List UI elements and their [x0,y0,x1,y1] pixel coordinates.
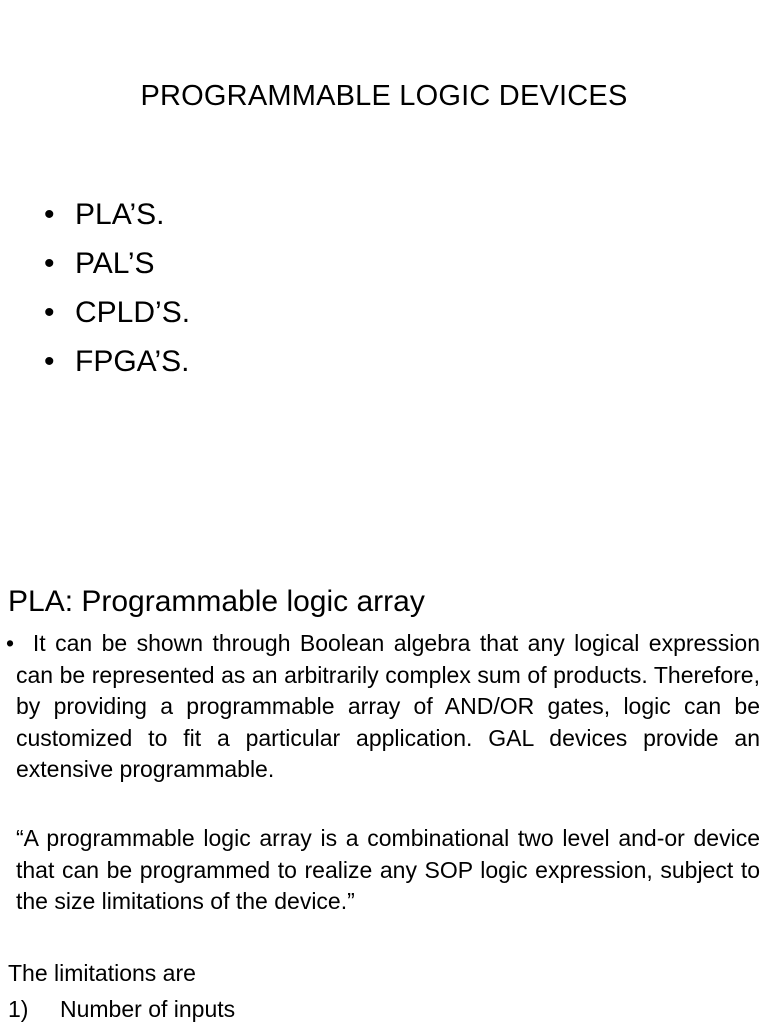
list-item-label: PLA’S. [75,198,165,231]
list-item [44,190,190,239]
list-item [44,239,190,288]
list-item-label: FPGA’S. [75,345,190,378]
bullet-icon: • [44,198,55,231]
list-item-label: CPLD’S. [75,296,191,329]
device-list [44,190,190,386]
section-heading: PLA: Programmable logic array [8,585,425,618]
bullet-icon: • [44,345,55,378]
limitations-list [8,992,235,1026]
bullet-icon: • [44,296,55,329]
limitations-intro: The limitations are [8,960,196,986]
pla-definition-quote: “A programmable logic array is a combinational two level and-or device that can be programmed to realize any SOP logic expression, subject to the size limitations of the device.” [16,825,760,914]
bullet-icon: • [6,630,15,656]
bullet-icon: • [44,247,55,280]
list-item [44,337,190,386]
list-item-number: 1) [8,996,29,1022]
slide-title: PROGRAMMABLE LOGIC DEVICES [140,80,628,112]
list-item-label: PAL’S [75,247,155,280]
list-item-label: Number of inputs [60,996,236,1022]
pla-description-paragraph [6,628,761,786]
list-item [8,992,235,1026]
paragraph-text: It can be shown through Boolean algebra that any logical expression can be represented as an arbitrarily complex sum of products. Therefore, by providing a programmable array of AND/OR gates, logic can be customized to fit a particular application. GAL devices provide an extensive programmable. [16,630,761,782]
list-item [44,288,190,337]
